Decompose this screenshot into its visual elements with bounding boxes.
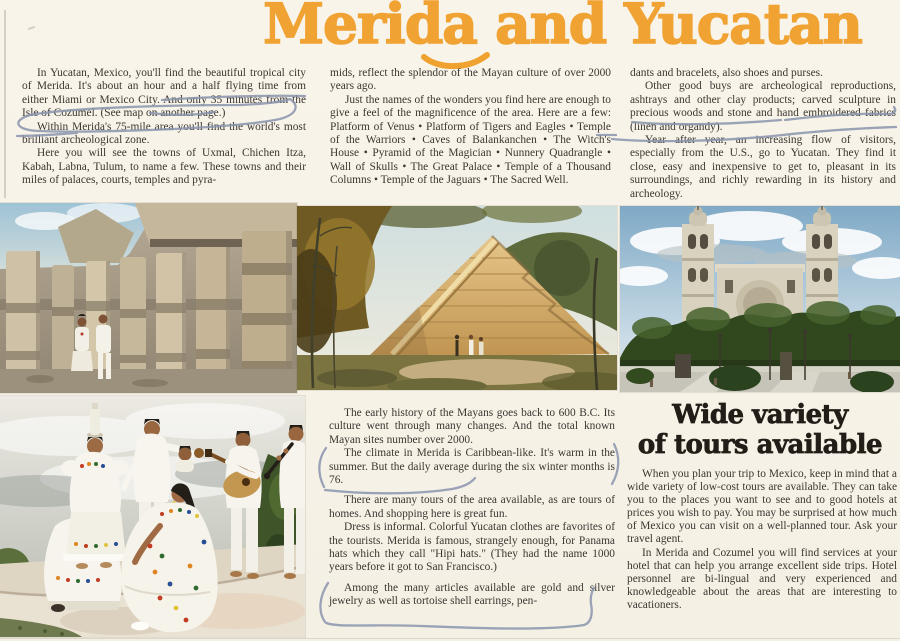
photo-ruins-columns — [0, 203, 297, 393]
paragraph: Among the many articles available are gold and silver jewelry as well as tortoise shell earrings, pen- — [329, 581, 615, 608]
pen-bracket-climate-left — [319, 448, 326, 487]
tours-column — [627, 468, 897, 612]
paragraph: When you plan your trip to Mexico, keep in mind that a wide variety of low-cost tours are available. They can take you to the places you want to see and to good hotels at prices you wish to pay. You may be surprised at how much of Mexico you can visit on a well-planned tour. Ask your travel agent. — [627, 468, 897, 546]
page-title: Merida and Yucatan — [263, 0, 862, 56]
intro-column — [22, 67, 306, 188]
paragraph: In Merida and Cozumel you will find services at your hotel that can help you arrange excellent side trips. Hotel personnel are bi-lingual and very experienced and knowledgeable about the areas that are interesting to vacationers. — [627, 546, 897, 611]
ruins-illustration — [0, 203, 297, 393]
photo-folklore-dancers — [0, 396, 305, 637]
shopping-column — [630, 67, 896, 201]
scan-speck — [28, 26, 35, 30]
paragraph: Within Merida's 75-mile area you'll find the world's most brilliant archeological zone. — [22, 120, 306, 147]
paragraph: The climate in Merida is Caribbean-like. It's warm in the summer. But the daily average during the six winter months is 76. — [329, 447, 615, 487]
wonders-column — [330, 67, 611, 188]
paragraph: Other good buys are archeological reproductions, ashtrays and other clay products; carved sculpture in precious woods and stone and hand embroidered fabrics (linen and organdy). — [630, 80, 896, 133]
paragraph: Just the names of the wonders you find here are enough to give a feel of the magnificence of the area. Here are a few: Platform of Venus • Platform of Tigers and Eagles • Temple of the Warriors • Caves of Balankanchen • The Witch's House • Pyramid of the Magician • Nunnery Quadrangle • Wall of Skulls • The Great Palace • Temple of a Thousand Columns • Temple of the Jaguars • The Sacred Well. — [330, 93, 611, 187]
history-climate-column — [329, 407, 615, 609]
cathedral-illustration — [620, 206, 900, 392]
paragraph: The early history of the Mayans goes back to 600 B.C. Its culture went through many changes. And the total known Mayan sites number over 2000. — [329, 407, 615, 446]
tours-heading-line2: of tours available — [637, 430, 883, 460]
paragraph: Year after year, an increasing flow of visitors, especially from the U.S., go to Yucatan. They find it close, easy and inexpensive to get to, pleasant in its surroundings, and richly rewarding in its history and archeology. — [630, 134, 896, 200]
photo-stepped-pyramid — [297, 206, 617, 390]
tours-section-heading — [620, 400, 900, 460]
photo-merida-cathedral — [620, 206, 900, 392]
paragraph: There are many tours of the area available, as are tours of homes. And shopping here is great fun. — [329, 494, 615, 520]
dancers-illustration — [0, 396, 305, 637]
paragraph: Here you will see the towns of Uxmal, Chichen Itza, Kabah, Labna, Tulum, to name a few. These towns and their miles of palaces, courts, temples and pyra- — [22, 147, 306, 187]
paragraph: mids, reflect the splendor of the Mayan culture of over 2000 years ago. — [330, 67, 611, 93]
fold-line — [4, 10, 6, 198]
bottom-scan-line — [0, 638, 900, 639]
paragraph: In Yucatan, Mexico, you'll find the beautiful tropical city of Merida. It's about an hour and a half flying time from either Miami or Mexico City. And only 35 minutes from the Isle of Cozumel. (See map on another page.) — [22, 67, 306, 120]
paragraph: dants and bracelets, also shoes and purses. — [630, 67, 823, 79]
pyramid-illustration — [297, 206, 617, 390]
tours-heading-line1: Wide variety — [672, 400, 848, 430]
paragraph: Dress is informal. Colorful Yucatan clothes are favorites of the tourists. Merida is famous, strangely enough, for Panama hats which they call "Hipi hats." (They had the name 1000 years before it got to San Francisco.) — [329, 521, 615, 574]
